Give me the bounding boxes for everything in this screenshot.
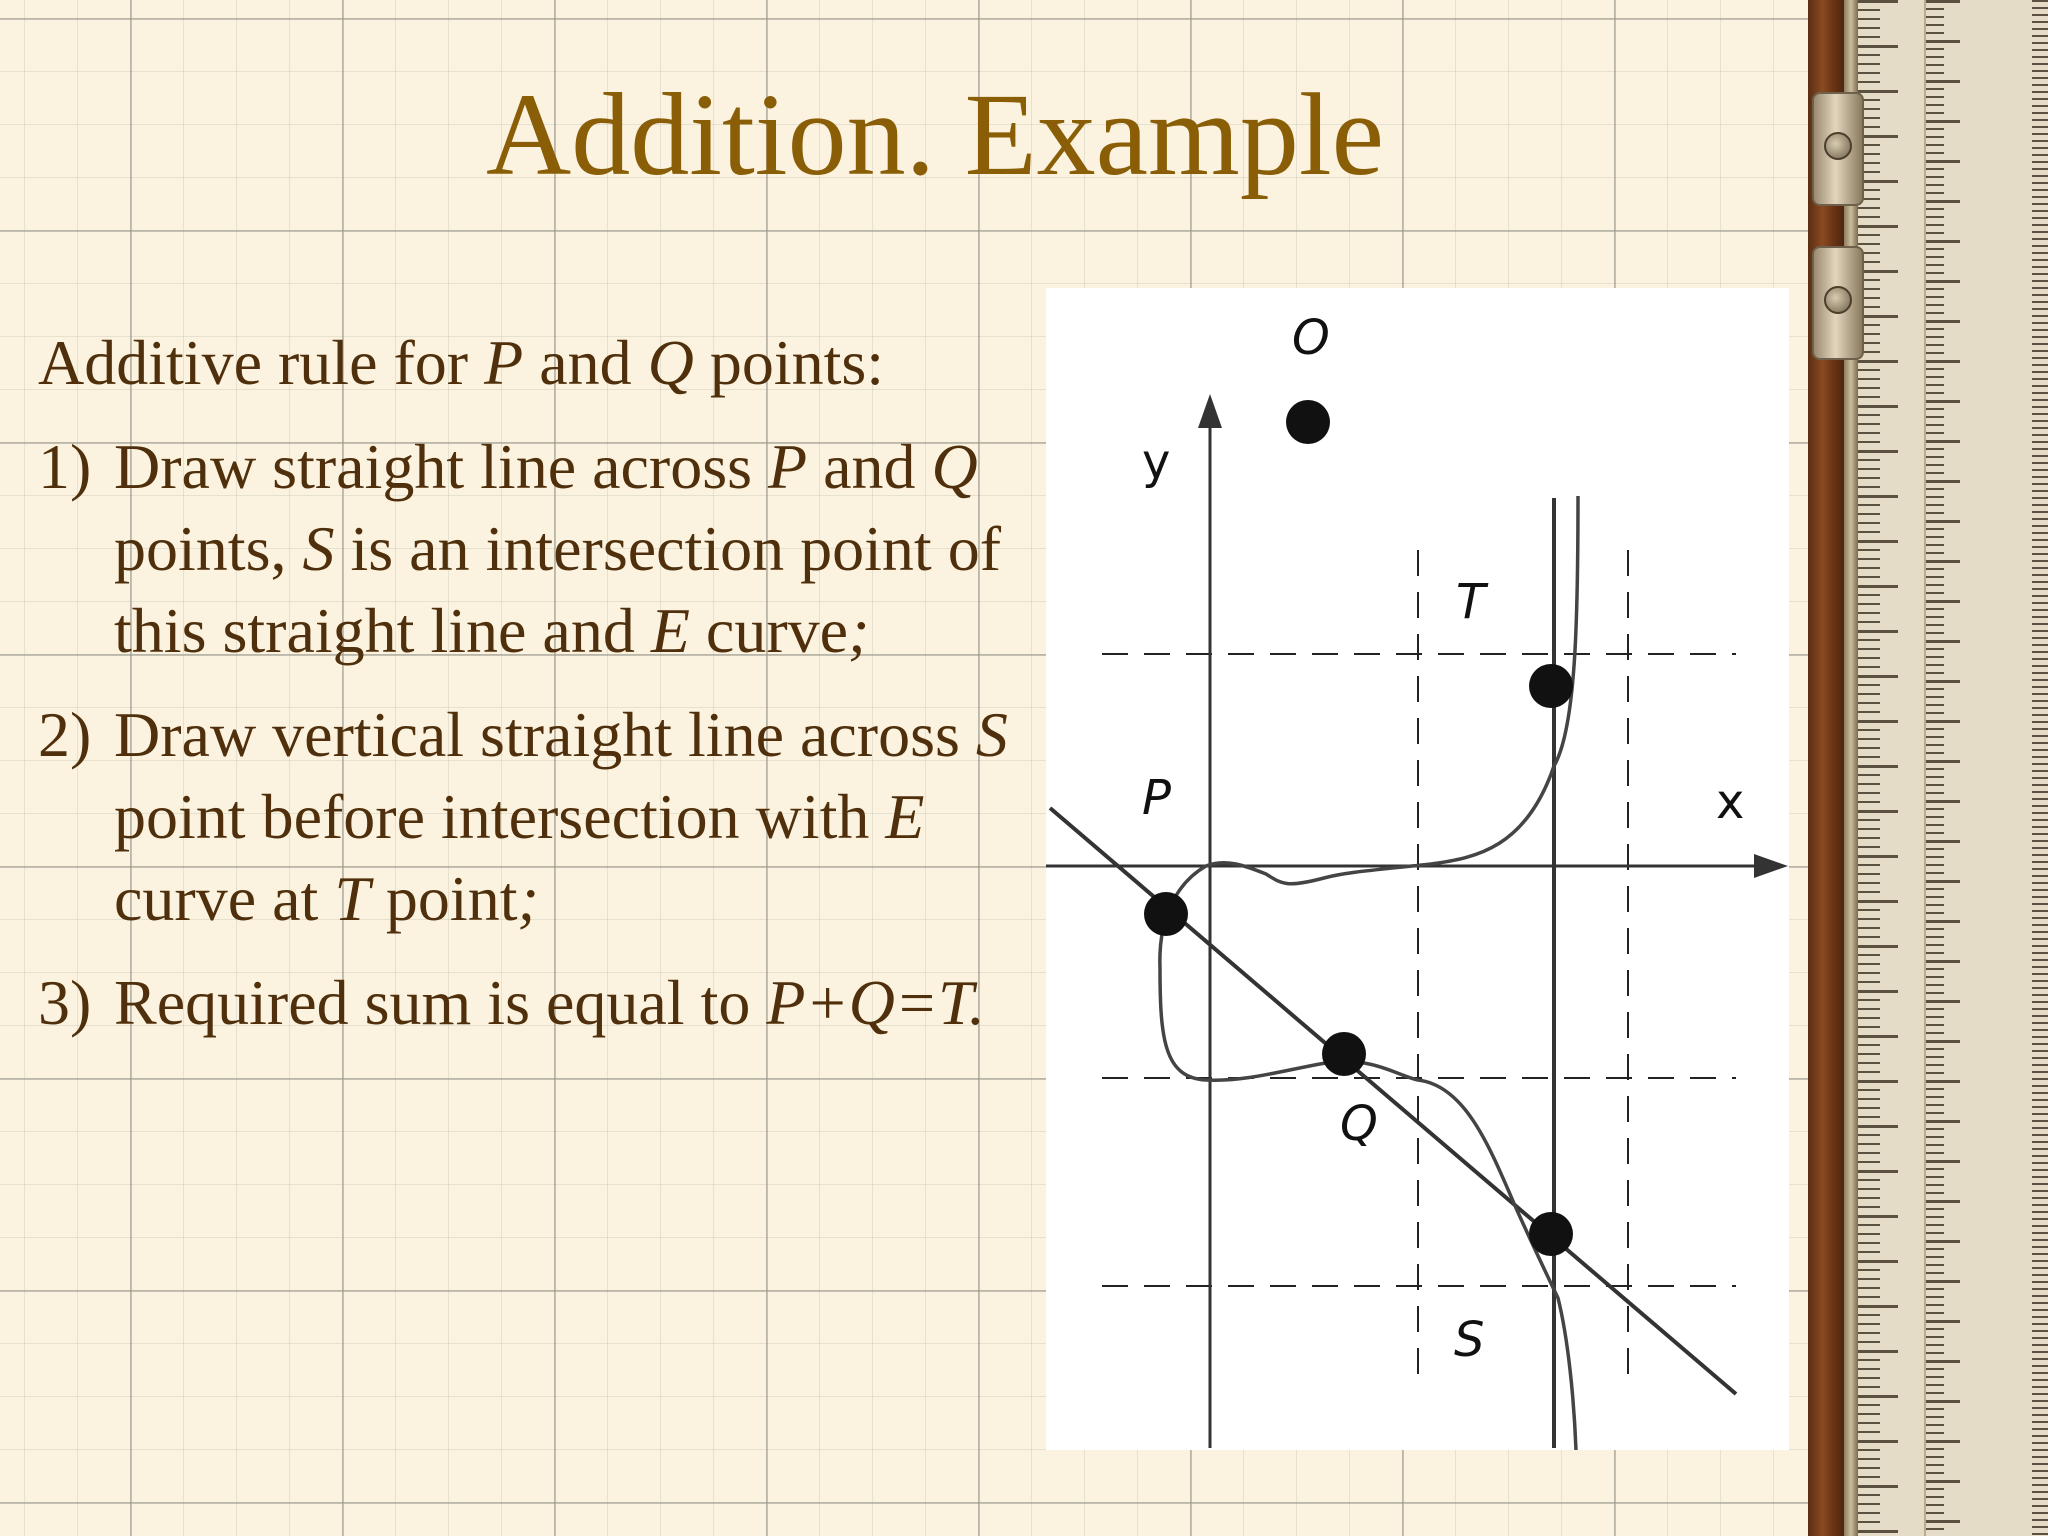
step-text-segment: Draw vertical straight line across bbox=[114, 699, 976, 770]
step-text-italic: ; bbox=[848, 595, 870, 666]
step-text bbox=[114, 967, 985, 1038]
secant-line bbox=[1050, 808, 1736, 1394]
ruler-wood-edge bbox=[1808, 0, 1844, 1536]
step-text-segment: is an intersection point of this straight line and bbox=[114, 513, 1001, 666]
step-text-segment: points, bbox=[114, 513, 303, 584]
label-s: S bbox=[1454, 1312, 1485, 1368]
point-p bbox=[1144, 892, 1188, 936]
step-text-segment: curve at bbox=[114, 863, 335, 934]
step-number: 2) bbox=[38, 699, 92, 770]
screw-icon bbox=[1824, 132, 1852, 160]
step-text-italic: E bbox=[885, 781, 925, 852]
point-q bbox=[1322, 1032, 1366, 1076]
step-text-italic: S bbox=[302, 513, 335, 584]
label-q: Q bbox=[1340, 1096, 1378, 1152]
slide-body bbox=[38, 322, 1048, 1066]
step-text-segment: Required sum is equal to bbox=[114, 967, 767, 1038]
step-text bbox=[114, 699, 1008, 934]
step-text-italic: T bbox=[334, 863, 370, 934]
figure-labels bbox=[1142, 310, 1744, 1368]
step-text-italic: P bbox=[768, 431, 808, 502]
step-number: 1) bbox=[38, 431, 92, 502]
step-text-italic: E bbox=[650, 595, 690, 666]
label-x-axis: x bbox=[1716, 774, 1745, 830]
step-text-segment: curve bbox=[689, 595, 849, 666]
axes bbox=[1046, 420, 1782, 1448]
step-text-segment: point bbox=[369, 863, 518, 934]
decorative-ruler bbox=[1808, 0, 2048, 1536]
step-2 bbox=[38, 694, 1048, 940]
step-text-segment: point before intersection with bbox=[114, 781, 886, 852]
label-p: P bbox=[1142, 770, 1171, 826]
step-number: 3) bbox=[38, 967, 92, 1038]
point-o bbox=[1286, 400, 1330, 444]
elliptic-curve bbox=[1160, 496, 1578, 1450]
label-origin: O bbox=[1292, 310, 1330, 366]
point-s bbox=[1529, 1212, 1573, 1256]
step-text-segment: and bbox=[807, 431, 932, 502]
dashed-guides bbox=[1102, 550, 1736, 1384]
point-t bbox=[1529, 664, 1573, 708]
label-y-axis: y bbox=[1142, 434, 1171, 490]
curve-path bbox=[1160, 496, 1578, 1450]
step-text-italic: S bbox=[975, 699, 1008, 770]
step-3 bbox=[38, 962, 1048, 1044]
x-axis-arrow-icon bbox=[1754, 854, 1788, 878]
ruler-clip-bottom bbox=[1812, 246, 1864, 360]
ruler-scale bbox=[1858, 0, 2048, 1536]
label-t: T bbox=[1456, 574, 1486, 630]
step-text-italic: Q bbox=[931, 431, 978, 502]
elliptic-curve-figure bbox=[1046, 288, 1789, 1450]
step-text-italic: ; bbox=[517, 863, 539, 934]
step-text bbox=[114, 431, 1001, 666]
intro-line: Additive rule for P and Q points: bbox=[38, 327, 885, 398]
ruler-clip-top bbox=[1812, 92, 1864, 206]
y-axis-arrow-icon bbox=[1198, 394, 1222, 428]
figure-svg bbox=[1046, 288, 1789, 1450]
step-text-italic: P+Q=T. bbox=[766, 967, 985, 1038]
screw-icon bbox=[1824, 286, 1852, 314]
step-text-segment: Draw straight line across bbox=[114, 431, 769, 502]
slide-title: Addition. Example bbox=[486, 69, 1384, 200]
steps-list bbox=[38, 426, 1048, 1044]
ruler-metal-strip bbox=[1844, 0, 1858, 1536]
step-1 bbox=[38, 426, 1048, 672]
ruler-scale-edge bbox=[2018, 0, 2048, 1536]
